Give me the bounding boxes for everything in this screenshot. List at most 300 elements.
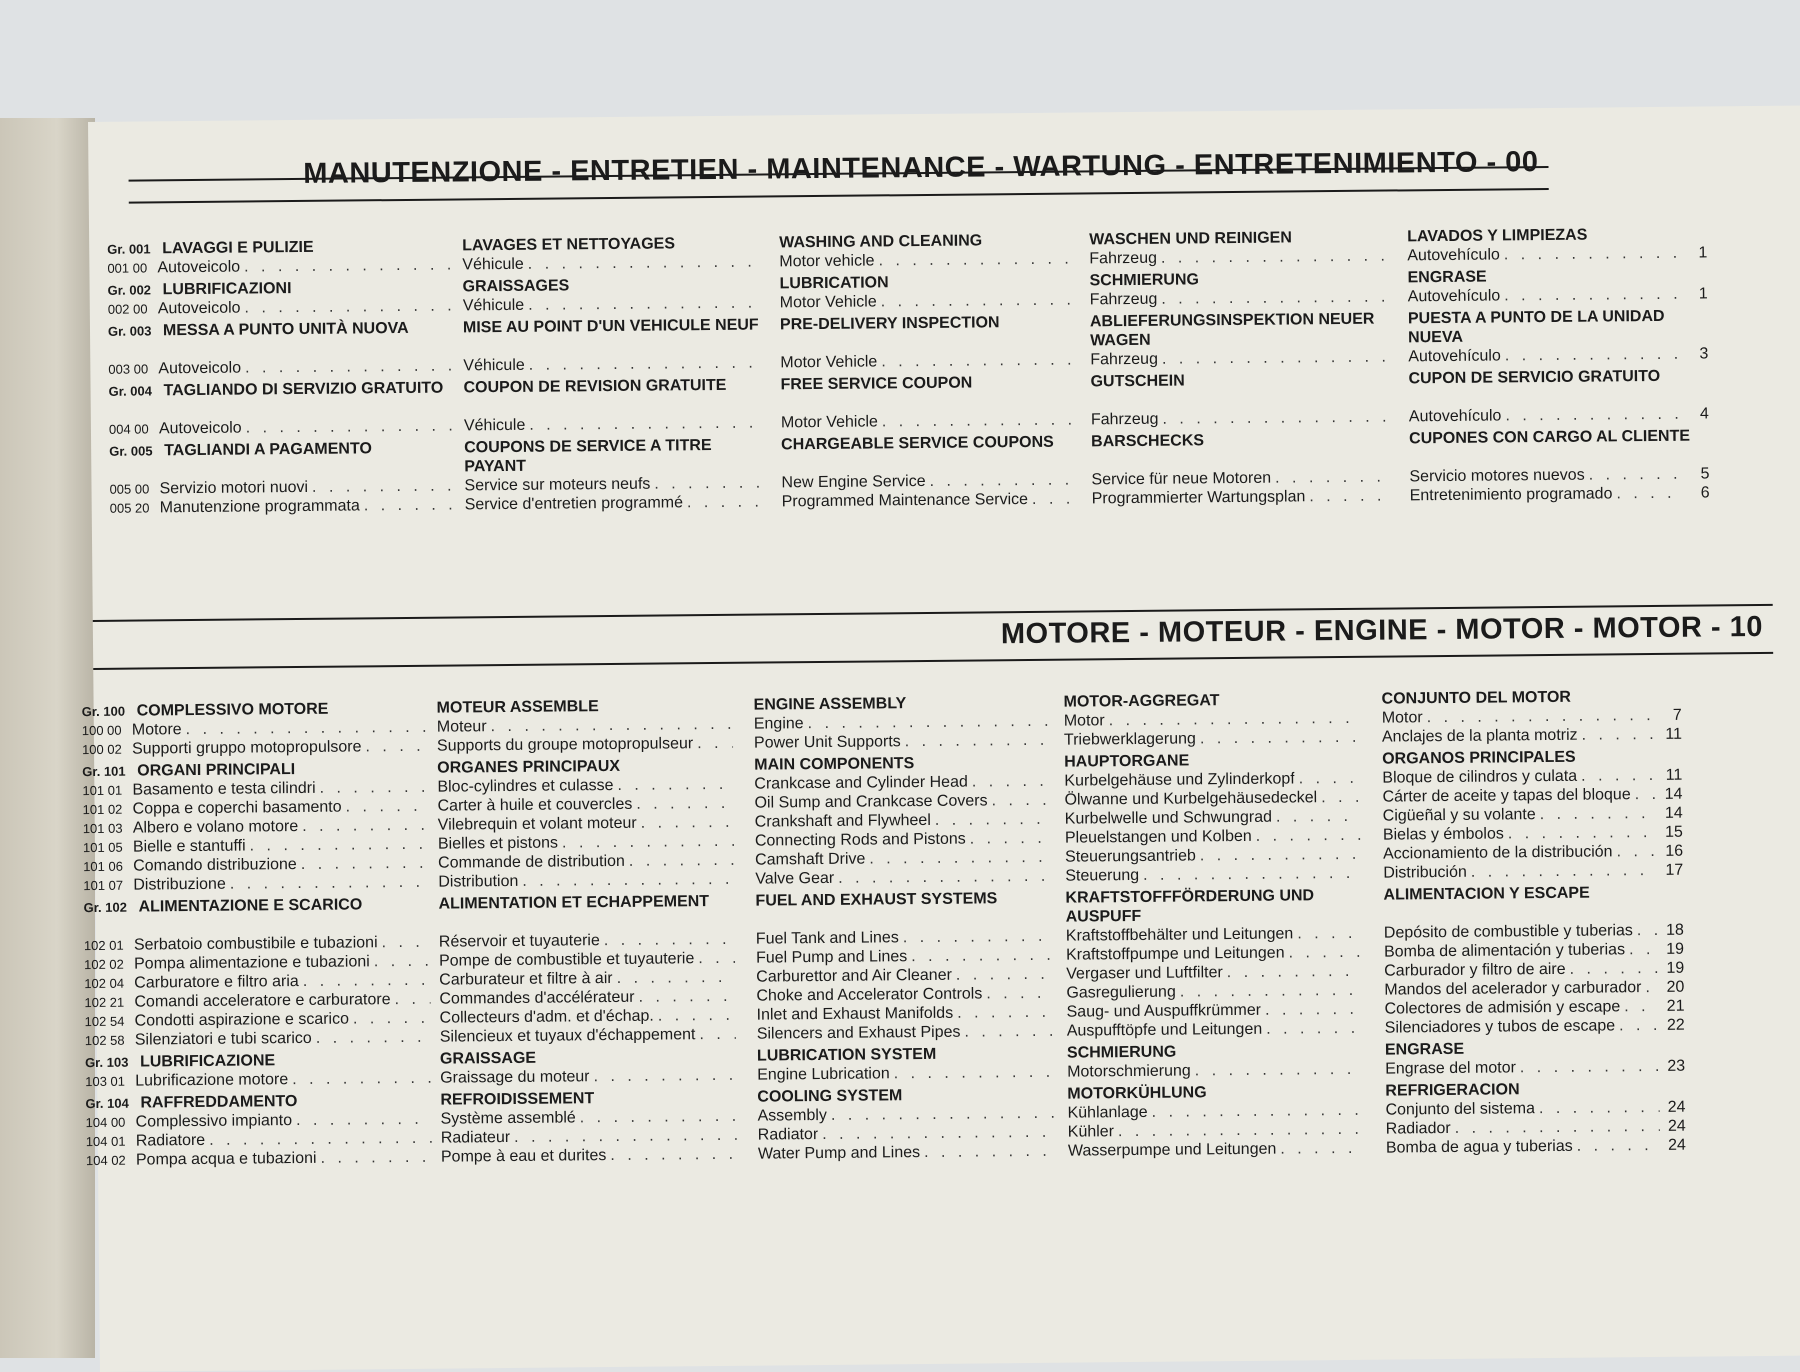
section-rule-bottom xyxy=(93,652,1773,670)
leader-dots xyxy=(1297,924,1362,944)
leader-dots xyxy=(1152,1101,1364,1122)
leader-dots xyxy=(881,291,1076,312)
page-number: 11 xyxy=(1665,725,1683,743)
entry-label: Bielles et pistons xyxy=(437,834,559,853)
leader-dots xyxy=(316,1028,431,1048)
group-title: CONJUNTO DEL MOTOR xyxy=(1381,688,1572,708)
leader-dots xyxy=(1143,864,1361,885)
entry-row xyxy=(780,290,1080,312)
leader-dots xyxy=(1309,487,1387,507)
leader-dots xyxy=(301,854,430,874)
entry-code: 104 00 xyxy=(85,1114,126,1131)
column-en xyxy=(779,230,1082,511)
group-heading xyxy=(83,895,433,936)
leader-dots xyxy=(1520,1057,1659,1077)
entry-code: 101 06 xyxy=(83,858,123,875)
leader-dots xyxy=(991,791,1050,811)
group-heading xyxy=(1383,883,1683,924)
group-heading xyxy=(1408,366,1708,407)
leader-dots xyxy=(658,1006,736,1026)
entry-code: 100 02 xyxy=(81,741,122,758)
entry-row xyxy=(85,1028,435,1050)
page-number: 18 xyxy=(1665,921,1684,939)
entry-row xyxy=(1383,861,1683,883)
entry-code: 101 05 xyxy=(82,839,123,856)
entry-label: Carburatore e filtro aria xyxy=(134,973,299,992)
leader-dots xyxy=(1118,1120,1364,1141)
column-it xyxy=(82,699,436,1170)
entry-label: Graissage du moteur xyxy=(440,1068,590,1087)
group-number: Gr. 003 xyxy=(107,323,152,339)
entry-label: Assembly xyxy=(757,1106,828,1125)
entry-row xyxy=(1067,1060,1367,1082)
leader-dots xyxy=(292,1069,431,1089)
leader-dots xyxy=(245,356,454,377)
entry-code: 101 03 xyxy=(82,820,123,837)
leader-dots xyxy=(1299,769,1361,789)
entry-label: Manutenzione programmata xyxy=(159,497,360,517)
column-fr xyxy=(437,696,741,1167)
entry-label: Choke and Accelerator Controls xyxy=(756,985,983,1005)
leader-dots xyxy=(364,495,456,515)
entry-label: Motor Vehicle xyxy=(779,293,877,312)
page-number: 3 xyxy=(1699,345,1709,363)
leader-dots xyxy=(905,731,1050,751)
group-title: KRAFTSTOFFFÖRDERUNG UND AUSPUFF xyxy=(1065,887,1315,926)
leader-dots xyxy=(1321,788,1361,807)
group-title: LUBRICATION xyxy=(779,274,889,293)
group-title: ENGRASE xyxy=(1407,268,1487,287)
group-number: Gr. 002 xyxy=(107,282,152,298)
leader-dots xyxy=(1180,981,1363,1002)
leader-dots xyxy=(1577,1136,1660,1156)
page-number: 24 xyxy=(1667,1098,1686,1116)
leader-dots xyxy=(935,810,1051,830)
entry-code: 002 00 xyxy=(107,301,148,317)
entry-label: Vilebrequin et volant moteur xyxy=(437,814,637,834)
entry-row xyxy=(82,737,432,759)
entry-label: Véhicule xyxy=(462,296,525,315)
leader-dots xyxy=(1265,1000,1363,1020)
section-title-engine: MOTORE - MOTEUR - ENGINE - MOTOR - MOTOR - 10 xyxy=(1000,610,1764,651)
leader-dots xyxy=(697,734,733,753)
leader-dots xyxy=(303,971,431,991)
group-title: ORGANI PRINCIPALI xyxy=(137,761,296,780)
leader-dots xyxy=(346,797,429,817)
section-title-maintenance: MANUTENZIONE - ENTRETIEN - MAINTENANCE - WARTUNG - ENTRETENIMIENTO - 00 xyxy=(303,146,1539,190)
entry-row xyxy=(440,1066,740,1088)
entry-label: Kühlanlage xyxy=(1067,1103,1148,1122)
entry-label: Kraftstoffpumpe und Leitungen xyxy=(1065,944,1285,964)
entry-label: Fahrzeug xyxy=(1090,410,1159,429)
leader-dots xyxy=(638,987,735,1007)
leader-dots xyxy=(636,794,733,814)
page-number: 24 xyxy=(1667,1117,1686,1135)
entry-label: Silencieux et tuyaux d'échappement xyxy=(439,1026,696,1046)
entry-row xyxy=(1089,247,1389,269)
page-number: 22 xyxy=(1666,1016,1685,1034)
entry-label: Motor Vehicle xyxy=(780,353,878,372)
page-number: 23 xyxy=(1667,1057,1686,1075)
group-title: TAGLIANDI A PAGAMENTO xyxy=(164,440,372,460)
entry-row xyxy=(1068,1139,1368,1161)
group-title: FREE SERVICE COUPON xyxy=(780,374,973,394)
entry-label: Programmed Maintenance Service xyxy=(781,490,1029,511)
leader-dots xyxy=(1505,405,1683,426)
entry-label: Carburador y filtro de aire xyxy=(1384,960,1566,980)
entry-label: Engine Lubrication xyxy=(757,1065,890,1084)
leader-dots xyxy=(1275,468,1388,488)
entry-label: Carburateur et filtre à air xyxy=(439,970,613,989)
leader-dots xyxy=(302,816,429,836)
entry-label: Pompe de combustible et tuyauterie xyxy=(438,950,695,970)
entry-label: Saug- und Auspuffkrümmer xyxy=(1066,1001,1262,1021)
leader-dots xyxy=(529,414,760,435)
entry-label: Motor xyxy=(1381,709,1423,727)
entry-row xyxy=(1410,483,1710,505)
entry-label: Ölwanne und Kurbelgehäusedeckel xyxy=(1064,789,1318,809)
leader-dots xyxy=(617,775,733,795)
entry-label: Steuerung xyxy=(1065,866,1140,885)
group-title: CUPON DE SERVICIO GRATUITO xyxy=(1408,367,1661,388)
group-heading xyxy=(108,318,458,359)
leader-dots xyxy=(808,712,1050,733)
entry-label: New Engine Service xyxy=(781,472,926,492)
leader-dots xyxy=(209,1129,432,1150)
entry-label: Véhicule xyxy=(463,416,526,435)
entry-label: Cigüeñal y su volante xyxy=(1382,806,1536,825)
page-number: 1 xyxy=(1698,285,1708,303)
entry-label: Carburettor and Air Cleaner xyxy=(756,966,952,986)
entry-label: Accionamiento de la distribución xyxy=(1383,843,1613,863)
entry-label: Bomba de alimentación y tuberias xyxy=(1383,941,1626,961)
group-title: COOLING SYSTEM xyxy=(757,1087,903,1106)
leader-dots xyxy=(1032,490,1078,509)
group-title: WASHING AND CLEANING xyxy=(779,232,983,252)
leader-dots xyxy=(1539,1098,1660,1118)
leader-dots xyxy=(964,1022,1053,1042)
leader-dots xyxy=(831,1104,1054,1125)
entry-label: Véhicule xyxy=(463,356,525,375)
entry-label: Autoveicolo xyxy=(157,299,241,318)
leader-dots xyxy=(1200,728,1360,749)
page-number: 19 xyxy=(1666,940,1685,958)
group-heading xyxy=(1091,430,1391,471)
group-number: Gr. 004 xyxy=(108,383,153,399)
entry-code: 104 01 xyxy=(85,1133,126,1150)
group-heading xyxy=(464,436,764,477)
leader-dots xyxy=(956,965,1053,985)
entry-label: Power Unit Supports xyxy=(753,733,901,752)
leader-dots xyxy=(1582,725,1657,745)
group-title: SCHMIERUNG xyxy=(1089,271,1199,290)
page-number: 1 xyxy=(1698,244,1708,262)
entry-label: Silenziatori e tubi scarico xyxy=(134,1029,312,1049)
entry-label: Connecting Rods and Pistons xyxy=(754,830,966,850)
entry-label: Oil Sump and Crankcase Covers xyxy=(754,792,988,812)
group-title: REFRIGERACION xyxy=(1385,1081,1520,1100)
entry-label: Fahrzeug xyxy=(1089,290,1158,309)
group-heading xyxy=(1409,426,1709,467)
group-number: Gr. 103 xyxy=(84,1054,129,1071)
entry-label: Service sur moteurs neufs xyxy=(464,475,651,495)
entry-label: Réservoir et tuyauterie xyxy=(438,932,600,951)
entry-row xyxy=(440,1025,740,1047)
entry-label: Comando distribuzione xyxy=(133,856,297,875)
entry-label: Service für neue Motoren xyxy=(1091,469,1272,489)
column-en xyxy=(754,693,1058,1164)
leader-dots xyxy=(1619,1016,1659,1035)
entry-row xyxy=(1408,284,1708,306)
group-title: WASCHEN UND REINIGEN xyxy=(1089,229,1292,249)
entry-label: Collecteurs d'adm. et d'échap. xyxy=(439,1007,654,1027)
leader-dots xyxy=(1162,348,1387,369)
group-title: LAVAGES ET NETTOYAGES xyxy=(462,235,676,255)
entry-label: Pompe à eau et durites xyxy=(440,1147,607,1166)
group-heading xyxy=(1408,306,1708,347)
column-de xyxy=(1089,228,1392,509)
group-title: ABLIEFERUNGSINSPEKTION NEUER WAGEN xyxy=(1089,310,1375,350)
entry-label: Albero e volano motore xyxy=(132,818,299,837)
leader-dots xyxy=(1161,288,1386,309)
leader-dots xyxy=(929,471,1077,491)
group-heading xyxy=(438,892,738,933)
group-title: MAIN COMPONENTS xyxy=(754,755,915,774)
group-heading xyxy=(1090,310,1390,351)
book-spine-shadow xyxy=(0,118,95,1358)
entry-code: 102 21 xyxy=(84,994,125,1011)
entry-label: Valve Gear xyxy=(755,869,835,888)
group-title: ORGANES PRINCIPAUX xyxy=(437,757,621,777)
group-title: LAVADOS Y LIMPIEZAS xyxy=(1407,226,1588,246)
page-number: 6 xyxy=(1700,484,1710,502)
entry-code: 101 02 xyxy=(82,801,123,818)
entry-label: Servizio motori nuovi xyxy=(159,478,309,498)
group-heading xyxy=(781,432,1081,473)
entry-row xyxy=(109,416,459,438)
entry-label: Supports du groupe motopropulseur xyxy=(436,735,694,755)
leader-dots xyxy=(312,476,456,496)
entry-label: Autoveicolo xyxy=(158,359,242,378)
page-number: 19 xyxy=(1666,959,1685,977)
entry-label: Autovehículo xyxy=(1407,287,1501,306)
entry-label: Autovehículo xyxy=(1407,246,1500,265)
leader-dots xyxy=(1624,997,1658,1016)
leader-dots xyxy=(1629,940,1658,959)
leader-dots xyxy=(1504,244,1682,265)
entry-code: 102 04 xyxy=(84,975,125,992)
group-title: LUBRIFICAZIONE xyxy=(139,1052,276,1071)
entry-label: Pompa acqua e tubazioni xyxy=(135,1149,317,1169)
page-number: 4 xyxy=(1699,405,1709,423)
group-number: Gr. 101 xyxy=(82,763,126,780)
entry-label: Lubrificazione motore xyxy=(135,1071,289,1090)
leader-dots xyxy=(629,851,734,871)
entry-row xyxy=(1091,408,1391,430)
leader-dots xyxy=(869,848,1051,869)
leader-dots xyxy=(1276,807,1361,827)
leader-dots xyxy=(244,296,453,317)
group-title: LUBRIFICAZIONI xyxy=(162,280,292,299)
entry-label: Water Pump and Lines xyxy=(757,1144,921,1163)
group-heading xyxy=(1090,370,1390,411)
entry-label: Motore xyxy=(131,721,182,739)
entry-label: Carter à huile et couvercles xyxy=(437,795,633,815)
entry-label: Comandi acceleratore e carburatore xyxy=(134,991,391,1011)
entry-row xyxy=(463,354,763,376)
entry-row xyxy=(1382,725,1682,747)
entry-row xyxy=(465,493,765,515)
group-heading xyxy=(109,438,459,479)
group-title: COUPONS DE SERVICE A TITRE PAYANT xyxy=(464,437,712,476)
leader-dots xyxy=(1427,706,1656,727)
group-title: RAFFREDDAMENTO xyxy=(140,1093,298,1112)
entry-row xyxy=(464,414,764,436)
entry-code: 004 00 xyxy=(108,421,149,437)
entry-code: 005 00 xyxy=(109,481,150,497)
entry-label: Kraftstoffbehälter und Leitungen xyxy=(1065,925,1294,945)
entry-label: Distribution xyxy=(438,872,519,891)
entry-row xyxy=(1064,728,1364,750)
group-title: LAVAGGI E PULIZIE xyxy=(162,238,314,258)
entry-label: Cárter de aceite y tapas del bloque xyxy=(1382,786,1631,806)
leader-dots xyxy=(230,873,430,894)
entry-label: Condotti aspirazione e scarico xyxy=(134,1010,350,1030)
entry-row xyxy=(1386,1136,1686,1158)
leader-dots xyxy=(296,1110,432,1130)
entry-label: Bloque de cilindros y culata xyxy=(1382,767,1578,787)
entry-label: Inlet and Exhaust Manifolds xyxy=(756,1004,954,1024)
entry-code: 103 01 xyxy=(85,1073,126,1090)
group-number: Gr. 104 xyxy=(85,1095,129,1112)
group-title: GRAISSAGE xyxy=(439,1049,537,1068)
entry-label: Depósito de combustible y tuberias xyxy=(1383,922,1633,942)
page-number: 24 xyxy=(1668,1136,1686,1154)
group-title: BARSCHECKS xyxy=(1091,432,1205,451)
group-heading xyxy=(108,378,458,419)
leader-dots xyxy=(562,832,734,853)
entry-code: 100 00 xyxy=(81,722,122,739)
entry-row xyxy=(755,867,1055,889)
entry-label: Service d'entretien programmé xyxy=(464,494,684,514)
entry-label: Basamento e testa cilindri xyxy=(132,779,316,799)
leader-dots xyxy=(610,1145,737,1165)
leader-dots xyxy=(911,946,1052,966)
entry-label: Distribución xyxy=(1383,863,1467,882)
leader-dots xyxy=(382,933,430,952)
entry-label: Fuel Pump and Lines xyxy=(755,948,908,967)
entry-label: Distribuzione xyxy=(133,875,226,894)
entry-label: Système assemblé xyxy=(440,1109,576,1128)
entry-row xyxy=(437,734,737,756)
group-title: MOTORKÜHLUNG xyxy=(1067,1084,1207,1103)
entry-row xyxy=(1092,487,1392,509)
entry-code: 102 58 xyxy=(84,1032,125,1049)
leader-dots xyxy=(924,1142,1054,1162)
leader-dots xyxy=(514,1126,737,1147)
leader-dots xyxy=(970,829,1051,849)
entry-row xyxy=(754,731,1054,753)
leader-dots xyxy=(320,778,429,798)
group-number: Gr. 102 xyxy=(83,899,127,916)
page-number: 21 xyxy=(1666,997,1685,1015)
entry-code: 102 01 xyxy=(83,937,124,954)
leader-dots xyxy=(528,253,759,274)
leader-dots xyxy=(1109,709,1360,730)
leader-dots xyxy=(1540,804,1657,824)
leader-dots xyxy=(522,870,734,891)
entry-label: Kühler xyxy=(1067,1123,1115,1141)
group-title: REFROIDISSEMENT xyxy=(440,1090,595,1109)
group-title: GUTSCHEIN xyxy=(1090,372,1185,391)
group-title: ALIMENTACION Y ESCAPE xyxy=(1383,884,1590,904)
leader-dots xyxy=(1280,1139,1364,1159)
entry-row xyxy=(1090,288,1390,310)
group-number: Gr. 001 xyxy=(107,241,151,257)
entry-label: Autovehículo xyxy=(1408,347,1501,366)
leader-dots xyxy=(1161,247,1386,268)
entry-code: 003 00 xyxy=(108,361,149,377)
leader-dots xyxy=(1266,1019,1363,1039)
entry-label: Commandes d'accélérateur xyxy=(439,988,635,1008)
group-title: ENGINE ASSEMBLY xyxy=(753,695,907,714)
leader-dots xyxy=(881,351,1076,372)
entry-row xyxy=(85,1069,435,1091)
entry-row xyxy=(782,489,1082,511)
entry-row xyxy=(779,249,1079,271)
entry-label: Silenciadores y tubos de escape xyxy=(1384,1017,1616,1037)
leader-dots xyxy=(1635,785,1657,804)
entry-row xyxy=(108,296,458,318)
group-title: MESSA A PUNTO UNITÀ NUOVA xyxy=(162,319,409,340)
entry-row xyxy=(441,1145,741,1167)
page-number: 20 xyxy=(1666,978,1685,996)
entry-row xyxy=(780,350,1080,372)
entry-row xyxy=(1385,1057,1685,1079)
leader-dots xyxy=(957,1003,1053,1023)
leader-dots xyxy=(882,411,1077,432)
leader-dots xyxy=(1288,943,1362,963)
entry-label: Motor xyxy=(1063,712,1105,730)
entry-label: Vergaser und Luftfilter xyxy=(1066,964,1223,983)
leader-dots xyxy=(1471,861,1658,882)
leader-dots xyxy=(617,968,736,988)
entry-row xyxy=(110,495,460,517)
entry-label: Radiator xyxy=(757,1126,819,1144)
entry-label: Programmierter Wartungsplan xyxy=(1091,488,1306,508)
leader-dots xyxy=(986,984,1052,1004)
entry-row xyxy=(1067,1019,1367,1041)
group-title: TAGLIANDO DI SERVIZIO GRATUITO xyxy=(163,379,444,400)
entry-label: Bielle e stantuffi xyxy=(132,837,246,856)
leader-dots xyxy=(903,927,1052,947)
entry-code: 101 01 xyxy=(82,782,123,799)
group-title: HAUPTORGANE xyxy=(1064,752,1190,771)
group-heading xyxy=(463,376,763,417)
group-title: LUBRICATION SYSTEM xyxy=(756,1045,937,1065)
entry-label: Complessivo impianto xyxy=(135,1112,293,1131)
group-title: CHARGEABLE SERVICE COUPONS xyxy=(781,433,1054,454)
entry-label: Silencers and Exhaust Pipes xyxy=(756,1023,961,1043)
entry-label: Wasserpumpe und Leitungen xyxy=(1067,1140,1277,1160)
group-title: MISE AU POINT D'UN VEHICULE NEUF xyxy=(462,316,759,337)
page-number: 14 xyxy=(1664,804,1683,822)
entry-label: Fahrzeug xyxy=(1089,249,1158,268)
page-number: 17 xyxy=(1665,861,1684,879)
manual-page xyxy=(81,105,1800,1372)
group-heading xyxy=(780,372,1080,413)
entry-label: Radiador xyxy=(1385,1119,1451,1138)
